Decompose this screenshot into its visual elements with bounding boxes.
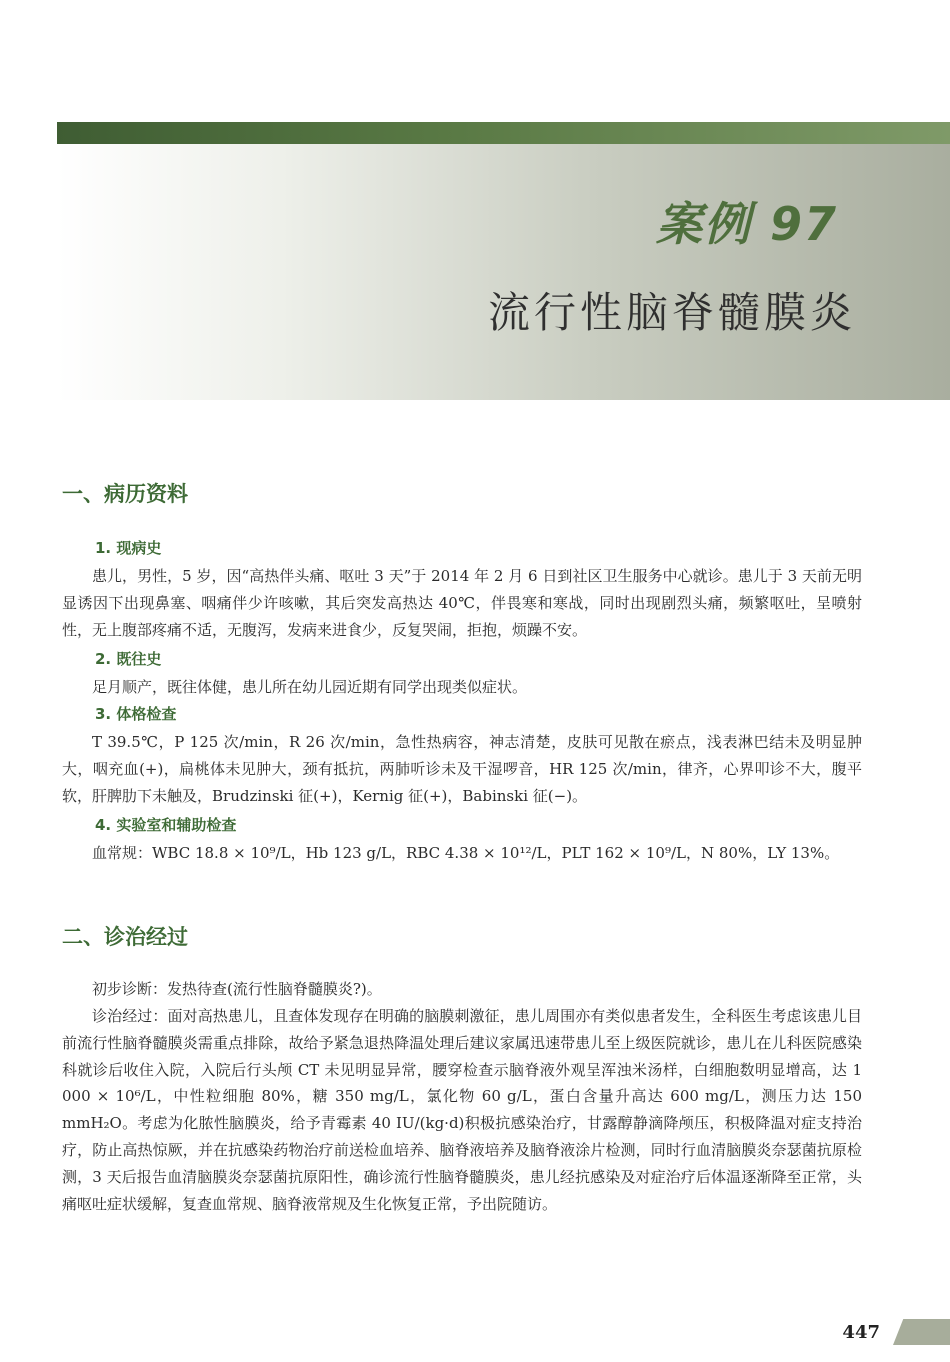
case-title: 流行性脑脊髓膜炎 xyxy=(487,288,856,337)
paragraph-lab-tests: 血常规：WBC 18.8 × 10⁹/L，Hb 123 g/L，RBC 4.38 × 10¹²/L，PLT 162 × 10⁹/L，N 80%，LY 13%。 xyxy=(92,844,840,862)
page-number: 447 xyxy=(842,1322,880,1343)
subheading-lab-tests: 4. 实验室和辅助检查 xyxy=(95,816,237,834)
page-tab xyxy=(893,1319,950,1345)
paragraph-diagnosis: 初步诊断：发热待查(流行性脑脊髓膜炎?)。 xyxy=(92,980,382,998)
section-heading-history: 一、病历资料 xyxy=(62,481,188,506)
case-number: 案例 97 xyxy=(655,197,838,251)
paragraph-past-history: 足月顺产，既往体健，患儿所在幼儿园近期有同学出现类似症状。 xyxy=(92,678,528,696)
section-heading-treatment: 二、诊治经过 xyxy=(62,924,188,949)
paragraph-treatment-process: 诊治经过：面对高热患儿，且查体发现存在明确的脑膜刺激征，患儿周围亦有类似患者发生，全科医生考虑该患儿目前流行性脑脊髓膜炎需重点排除，故给予紧急退热降温处理后建议家属迅速带患儿至上级医院就诊，患儿在儿科医院感染科就诊后收住入院，入院后行头颅 CT 未见明显异常，腰穿检查示脑脊液外观呈浑浊米汤样，白细胞数明显增高，达 1 000 × 10⁶/L，中性粒细胞 80%，糖 350 mg/L，氯化物 60 g/L，蛋白含量升高达 600 mg/L，测压力达 150 mmH₂O。考虑为化脓性脑膜炎，给予青霉素 40 IU/(kg·d)积极抗感染治疗，甘露醇静滴降颅压，积极降温对症支持治疗，防止高热惊厥，并在抗感染药物治疗前送检血培养、脑脊液培养及脑脊液涂片检测，同时行血清脑膜炎奈瑟菌抗原检测，3 天后报告血清脑膜炎奈瑟菌抗原阳性，确诊流行性脑脊髓膜炎，患儿经抗感染及对症治疗后体温逐渐降至正常，头痛呕吐症状缓解，复查血常规、脑脊液常规及生化恢复正常，予出院随访。 xyxy=(62,1007,862,1213)
subheading-present-illness: 1. 现病史 xyxy=(95,539,162,557)
header-banner xyxy=(57,144,950,400)
paragraph-physical-exam: T 39.5℃，P 125 次/min，R 26 次/min，急性热病容，神志清楚，皮肤可见散在瘀点，浅表淋巴结未及明显肿大，咽充血(+)，扁桃体未见肿大，颈有抵抗，两肺听诊未及干湿啰音，HR 125 次/min，律齐，心界叩诊不大，腹平软，肝脾肋下未触及，Brudzinski 征(+)，Kernig 征(+)，Babinski 征(−)。 xyxy=(62,733,862,805)
paragraph-present-illness: 患儿，男性，5 岁，因“高热伴头痛、呕吐 3 天”于 2014 年 2 月 6 日到社区卫生服务中心就诊。患儿于 3 天前无明显诱因下出现鼻塞、咽痛伴少许咳嗽，其后突发高热达 40℃，伴畏寒和寒战，同时出现剧烈头痛，频繁呕吐，呈喷射性，无上腹部疼痛不适，无腹泻，发病来进食少，反复哭闹，拒抱，烦躁不安。 xyxy=(62,567,862,639)
subheading-physical-exam: 3. 体格检查 xyxy=(95,705,177,723)
subheading-past-history: 2. 既往史 xyxy=(95,650,162,668)
header-banner-bar xyxy=(57,122,950,144)
